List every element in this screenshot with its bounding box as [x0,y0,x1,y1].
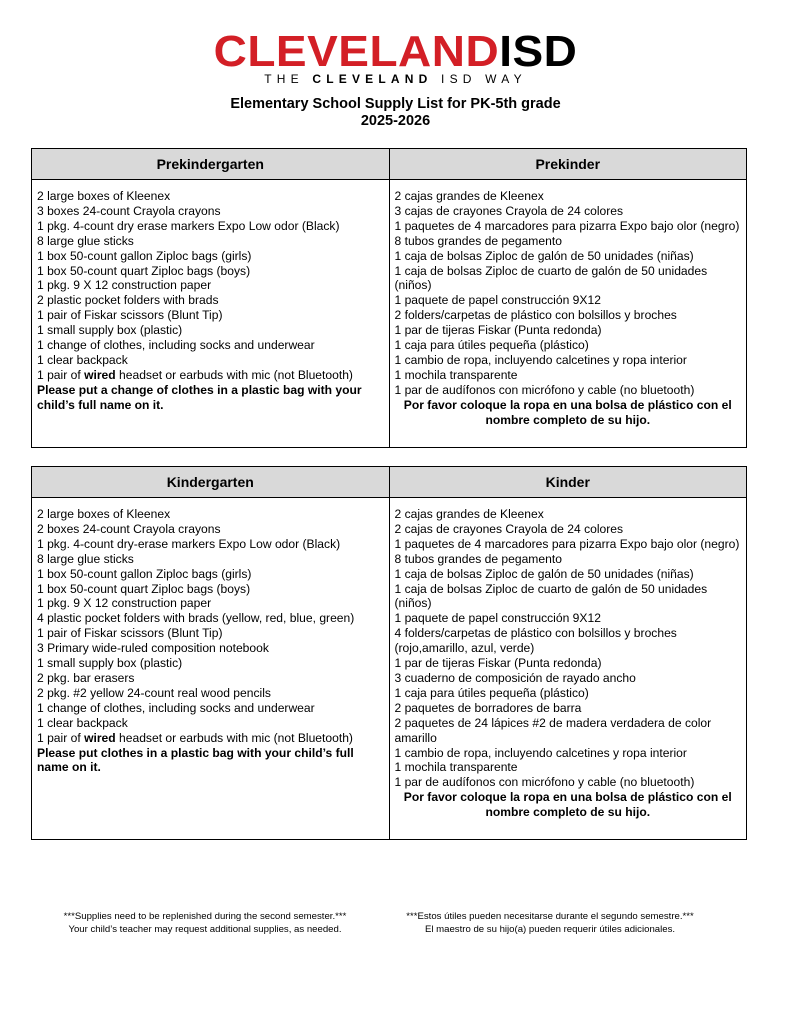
list-item: 2 folders/carpetas de plástico con bolsillos y broches [394,308,677,323]
kinder-note-en: Please put clothes in a plastic bag with your child’s full name on it. [37,745,354,775]
list-item: 1 box 50-count quart Ziploc bags (boys) [37,581,251,596]
list-item: 1 small supply box (plastic) [37,656,183,671]
prek-header-es: Prekinder [389,149,747,180]
list-item: 1 clear backpack [37,352,128,367]
kinder-header-en: Kindergarten [32,467,390,498]
footer-en-line1: ***Supplies need to be replenished during the second semester.*** [63,911,347,922]
list-item: 1 caja de bolsas Ziploc de galón de 50 unidades (niñas) [394,566,694,581]
list-item: 2 large boxes of Kleenex [37,189,171,203]
district-logo [0,28,791,86]
headset-bold: wired [84,730,116,745]
list-item: 2 pkg. bar erasers [37,670,135,685]
kinder-note-es: Por favor coloque la ropa en una bolsa de plástico con el nombre completo de su hijo. [403,790,732,820]
list-item: 1 par de audífonos con micrófono y cable (no bluetooth) [394,775,695,790]
list-item: 1 par de tijeras Fiskar (Punta redonda) [394,323,602,338]
prek-headset-item [37,368,384,383]
list-item: 2 cajas grandes de Kleenex [394,507,544,521]
logo-wordmark [0,26,791,76]
document-title-block [0,96,791,130]
headset-bold: wired [84,367,116,382]
list-item: 1 caja de bolsas Ziploc de galón de 50 unidades (niñas) [394,248,694,263]
list-item: 1 paquetes de 4 marcadores para pizarra Expo bajo olor (negro) [394,536,740,551]
list-item: 2 plastic pocket folders with brads [37,293,219,308]
list-item: 1 cambio de ropa, incluyendo calcetines y ropa interior [394,745,687,760]
list-item: 4 folders/carpetas de plástico con bolsillos y broches (rojo,amarillo, azul, verde) [394,626,677,656]
headset-post: headset or earbuds with mic (not Bluetooth) [115,367,353,382]
list-item: 1 mochila transparente [394,367,518,382]
list-item: 1 box 50-count gallon Ziploc bags (girls) [37,248,252,263]
tagline-bold: CLEVELAND [312,72,433,86]
kinder-items-en [37,507,384,731]
list-item: 1 par de tijeras Fiskar (Punta redonda) [394,656,602,671]
prek-items-es [395,189,742,398]
list-item: 1 pkg. 4-count dry erase markers Expo Low odor (Black) [37,218,340,233]
document-title: Elementary School Supply List for PK-5th grade [230,96,561,112]
list-item: 2 large boxes of Kleenex [37,507,171,521]
list-item: 1 caja para útiles pequeña (plástico) [394,338,589,353]
list-item: 1 pair of Fiskar scissors (Blunt Tip) [37,626,223,641]
kindergarten-table [31,466,747,840]
list-item: 1 pkg. 9 X 12 construction paper [37,596,212,611]
list-item: 8 tubos grandes de pegamento [394,233,562,248]
prek-list-en [32,180,390,448]
list-item: 3 cuaderno de composición de rayado ancho [394,670,636,685]
list-item: 2 cajas grandes de Kleenex [394,189,544,203]
list-item: 1 paquete de papel construcción 9X12 [394,293,601,308]
list-item: 8 large glue sticks [37,233,134,248]
list-item: 1 paquetes de 4 marcadores para pizarra Expo bajo olor (negro) [394,218,740,233]
prek-note-es: Por favor coloque la ropa en una bolsa de plástico con el nombre completo de su hijo. [403,397,732,427]
list-item: 1 change of clothes, including socks and underwear [37,700,315,715]
school-year: 2025-2026 [360,113,431,129]
list-item: 1 box 50-count quart Ziploc bags (boys) [37,263,251,278]
footer-note-en [40,910,370,936]
list-item: 1 pkg. 4-count dry-erase markers Expo Low odor (Black) [37,536,341,551]
prek-note-en: Please put a change of clothes in a plastic bag with your child’s full name on it. [37,382,362,412]
prekindergarten-table [31,148,747,448]
tagline-post: ISD WAY [432,72,527,86]
kinder-list-es [389,498,747,840]
footer-en-line2: Your child’s teacher may request additional supplies, as needed. [68,924,342,935]
list-item: 1 box 50-count gallon Ziploc bags (girls) [37,566,252,581]
kinder-list-en [32,498,390,840]
headset-post: headset or earbuds with mic (not Bluetooth) [115,730,353,745]
list-item: 2 paquetes de 24 lápices #2 de madera verdadera de color amarillo [394,715,712,745]
list-item: 1 clear backpack [37,715,128,730]
list-item: 8 large glue sticks [37,551,134,566]
list-item: 1 small supply box (plastic) [37,323,183,338]
footer-es-line2: El maestro de su hijo(a) pueden requerir útiles adicionales. [424,924,676,935]
logo-isd: ISD [499,26,578,76]
list-item: 1 pair of Fiskar scissors (Blunt Tip) [37,308,223,323]
list-item: 1 caja de bolsas Ziploc de cuarto de galón de 50 unidades (niños) [394,581,708,611]
list-item: 1 mochila transparente [394,760,518,775]
list-item: 1 change of clothes, including socks and underwear [37,338,315,353]
list-item: 3 boxes 24-count Crayola crayons [37,203,221,218]
kinder-items-es [395,507,742,790]
prek-header-en: Prekindergarten [32,149,390,180]
prek-items-en [37,189,384,368]
list-item: 2 paquetes de borradores de barra [394,700,582,715]
list-item: 4 plastic pocket folders with brads (yellow, red, blue, green) [37,611,355,626]
headset-pre: 1 pair of [37,730,85,745]
list-item: 1 caja de bolsas Ziploc de cuarto de galón de 50 unidades (niños) [394,263,708,293]
list-item: 1 par de audífonos con micrófono y cable (no bluetooth) [394,382,695,397]
prek-list-es [389,180,747,448]
logo-cleveland: CLEVELAND [213,26,500,76]
kinder-header-es: Kinder [389,467,747,498]
headset-pre: 1 pair of [37,367,85,382]
kinder-headset-item [37,731,384,746]
list-item: 8 tubos grandes de pegamento [394,551,562,566]
list-item: 1 paquete de papel construcción 9X12 [394,611,601,626]
list-item: 2 boxes 24-count Crayola crayons [37,521,221,536]
footer-es-line1: ***Estos útiles pueden necesitarse durante el segundo semestre.*** [406,911,694,922]
list-item: 3 Primary wide-ruled composition notebook [37,641,269,656]
list-item: 2 cajas de crayones Crayola de 24 colores [394,521,624,536]
list-item: 1 caja para útiles pequeña (plástico) [394,685,589,700]
list-item: 3 cajas de crayones Crayola de 24 colores [394,203,624,218]
list-item: 2 pkg. #2 yellow 24-count real wood pencils [37,685,271,700]
list-item: 1 cambio de ropa, incluyendo calcetines y ropa interior [394,352,687,367]
list-item: 1 pkg. 9 X 12 construction paper [37,278,212,293]
tagline-pre: THE [264,72,313,86]
footer-note-es [380,910,720,936]
